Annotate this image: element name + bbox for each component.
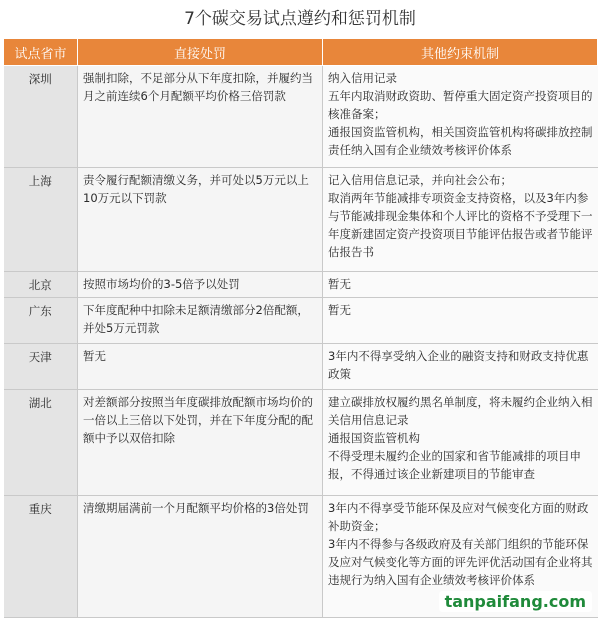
constraint-line: 建立碳排放权履约黑名单制度，将未履约企业纳入相关信用信息记录 (328, 395, 593, 427)
constraint-line: 暂无 (328, 303, 351, 317)
other-constraints-cell (323, 344, 598, 390)
constraint-line: 3年内不得参与各级政府及有关部门组织的节能环保及应对气候变化等方面的评先评优活动国有企业将其违规行为纳入国有企业绩效考核评价体系 (328, 537, 593, 587)
direct-penalty-cell: 对差额部分按照当年度碳排放配额市场均价的一倍以上三倍以下处罚，并在下年度分配的配额中予以双倍扣除 (78, 390, 323, 496)
other-constraints-cell (323, 390, 598, 496)
direct-penalty-cell: 按照市场均价的3-5倍予以处罚 (78, 272, 323, 298)
table-row (4, 168, 598, 272)
col-header-other-constraints: 其他约束机制 (323, 39, 598, 66)
other-constraints-cell (323, 168, 598, 272)
penalty-table (3, 38, 598, 618)
header-row (4, 39, 598, 66)
table-title: 7个碳交易试点遵约和惩罚机制 (184, 9, 416, 29)
constraint-line: 暂无 (328, 277, 351, 291)
table-row (4, 66, 598, 168)
other-constraints-cell (323, 66, 598, 168)
other-constraints-cell (323, 298, 598, 344)
province-cell: 北京 (4, 272, 78, 298)
constraint-line: 3年内不得享受纳入企业的融资支持和财政支持优惠政策 (328, 349, 589, 381)
direct-penalty-cell: 清缴期届满前一个月配额平均价格的3倍处罚 (78, 496, 323, 618)
constraint-line: 通报国资监管机构 (328, 431, 420, 445)
table-row (4, 344, 598, 390)
province-cell: 深圳 (4, 66, 78, 168)
constraint-line: 取消两年节能减排专项资金支持资格，以及3年内参与节能减排现金集体和个人评比的资格不予受理下一年度新建固定资产投资项目节能评估报告或者节能评估报告书 (328, 191, 593, 259)
constraint-line: 记入信用信息记录，并向社会公布； (328, 173, 512, 187)
province-cell: 广东 (4, 298, 78, 344)
constraint-line: 不得受理未履约企业的国家和省节能减排的项目申报，不得通过该企业新建项目的节能审查 (328, 449, 581, 481)
other-constraints-cell (323, 272, 598, 298)
constraint-line: 纳入信用记录 (328, 71, 397, 85)
constraint-line: 3年内不得享受节能环保及应对气候变化方面的财政补助资金； (328, 501, 589, 533)
table-row (4, 390, 598, 496)
direct-penalty-cell: 强制扣除，不足部分从下年度扣除，并履约当月之前连续6个月配额平均价格三倍罚款 (78, 66, 323, 168)
province-cell: 湖北 (4, 390, 78, 496)
site-watermark: tanpaifang.com (439, 591, 592, 612)
province-cell: 重庆 (4, 496, 78, 618)
province-cell: 天津 (4, 344, 78, 390)
col-header-province: 试点省市 (4, 39, 78, 66)
province-cell: 上海 (4, 168, 78, 272)
direct-penalty-cell: 暂无 (78, 344, 323, 390)
direct-penalty-cell: 责令履行配额清缴义务，并可处以5万元以上10万元以下罚款 (78, 168, 323, 272)
table-row (4, 272, 598, 298)
constraint-line: 通报国资监管机构，相关国资监管机构将碳排放控制责任纳入国有企业绩效考核评价体系 (328, 125, 593, 157)
table-row (4, 298, 598, 344)
constraint-line: 五年内取消财政资助、暂停重大固定资产投资项目的核准备案； (328, 89, 593, 121)
col-header-direct-penalty: 直接处罚 (78, 39, 323, 66)
direct-penalty-cell: 下年度配种中扣除未足额清缴部分2倍配额，并处5万元罚款 (78, 298, 323, 344)
